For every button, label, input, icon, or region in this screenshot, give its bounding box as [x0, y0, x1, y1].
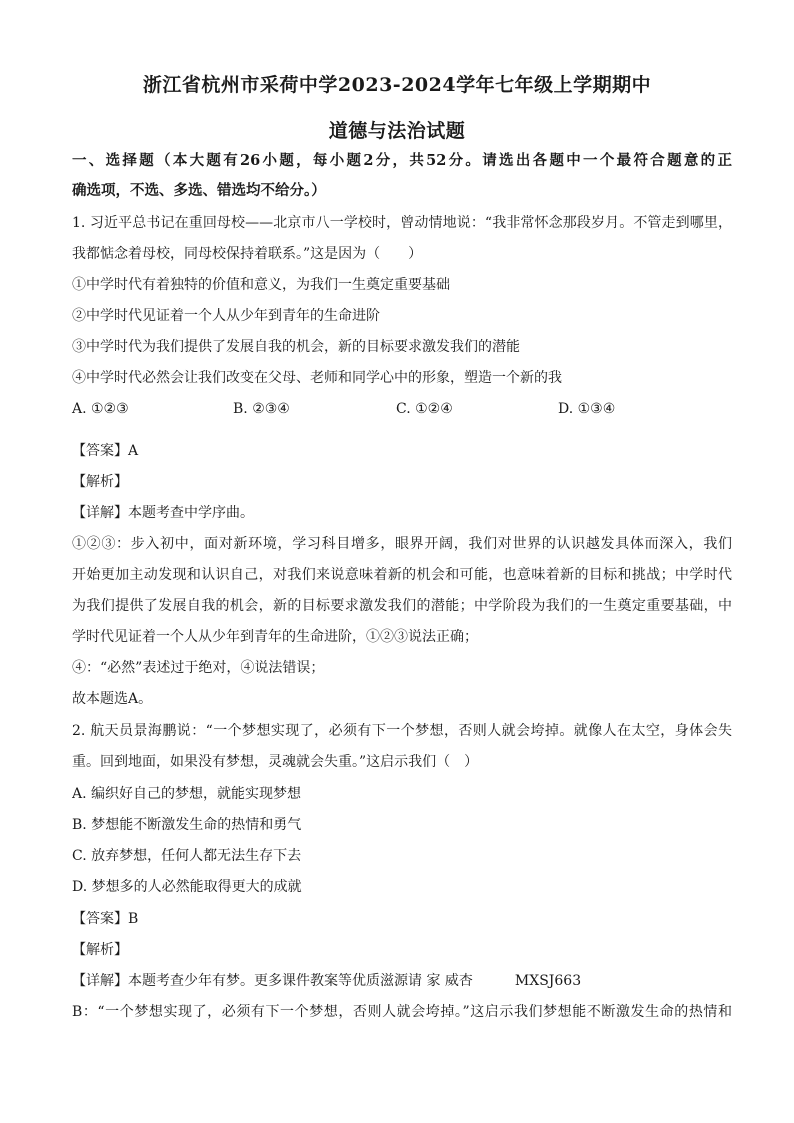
page-subtitle: 道德与法治试题: [328, 120, 466, 142]
q1-option-d: D. ①③④: [558, 401, 616, 417]
q1-detail: 【详解】本题考查中学序曲。: [72, 505, 254, 521]
q1-explanation-line4: 学时代见证着一个人从少年到青年的生命进阶，①②③说法正确；: [72, 629, 478, 645]
section-instructions-line1: 一、选择题（本大题有26小题，每小题2分，共52分。请选出各题中一个最符合题意的正: [72, 152, 732, 169]
q2-detail: 【详解】本题考查少年有梦。更多课件教案等优质滋源请 家 威杏 MXSJ663: [72, 973, 582, 989]
q2-analysis-label: 【解析】: [72, 942, 128, 958]
q2-stem-line1: 2. 航天员景海鹏说：“一个梦想实现了，必须有下一个梦想，否则人就会垮掉。就像人在太空，身体会失: [72, 723, 732, 739]
q1-answer: 【答案】A: [72, 443, 139, 459]
q2-stem-line2: 重。回到地面，如果没有梦想，灵魂就会失重。”这启示我们（ ）: [72, 754, 479, 770]
q1-explanation-line3: 为我们提供了发展自我的机会，新的目标要求激发我们的潜能；中学阶段为我们的一生奠定重要基础，中: [72, 598, 732, 614]
q1-item-2: ②中学时代见证着一个人从少年到青年的生命进阶: [72, 308, 380, 324]
q1-explanation-line1: ①②③：步入初中，面对新环境，学习科目增多，眼界开阔，我们对世界的认识越发具体而深入，我们: [72, 536, 732, 552]
q2-answer: 【答案】B: [72, 911, 139, 927]
q1-item-3: ③中学时代为我们提供了发展自我的机会，新的目标要求激发我们的潜能: [72, 339, 520, 355]
q2-option-a: A. 编织好自己的梦想，就能实现梦想: [72, 786, 302, 802]
q1-item-4: ④中学时代必然会让我们改变在父母、老师和同学心中的形象，塑造一个新的我: [72, 370, 562, 386]
page-title: 浙江省杭州市采荷中学2023-2024学年七年级上学期期中: [142, 74, 652, 96]
q1-stem-line2: 我都惦念着母校，同母校保持着联系。”这是因为（ ）: [72, 246, 423, 262]
q1-option-c: C. ①②④: [396, 401, 453, 417]
q1-item-1: ①中学时代有着独特的价值和意义，为我们一生奠定重要基础: [72, 277, 450, 293]
q1-option-a: A. ①②③: [72, 401, 129, 417]
q2-option-c: C. 放弃梦想，任何人都无法生存下去: [72, 848, 302, 864]
q1-analysis-label: 【解析】: [72, 474, 128, 490]
q2-option-d: D. 梦想多的人必然能取得更大的成就: [72, 879, 302, 895]
q1-explanation-line5: ④：“必然”表述过于绝对，④说法错误；: [72, 660, 325, 676]
q1-explanation-line2: 开始更加主动发现和认识自己，对我们来说意味着新的机会和可能，也意味着新的目标和挑战；中学时代: [72, 567, 732, 583]
section-instructions-line2: 确选项，不选、多选、错选均不给分。）: [72, 182, 326, 199]
q2-option-b: B. 梦想能不断激发生命的热情和勇气: [72, 817, 302, 833]
q1-conclusion: 故本题选A。: [72, 691, 153, 707]
q1-stem-line1: 1. 习近平总书记在重回母校——北京市八一学校时，曾动情地说：“我非常怀念那段岁月。不管走到哪里，: [72, 215, 732, 231]
q2-explanation-line1: B：“一个梦想实现了，必须有下一个梦想，否则人就会垮掉。”这启示我们梦想能不断激发生命的热情和: [72, 1004, 732, 1020]
q1-option-b: B. ②③④: [233, 401, 290, 417]
